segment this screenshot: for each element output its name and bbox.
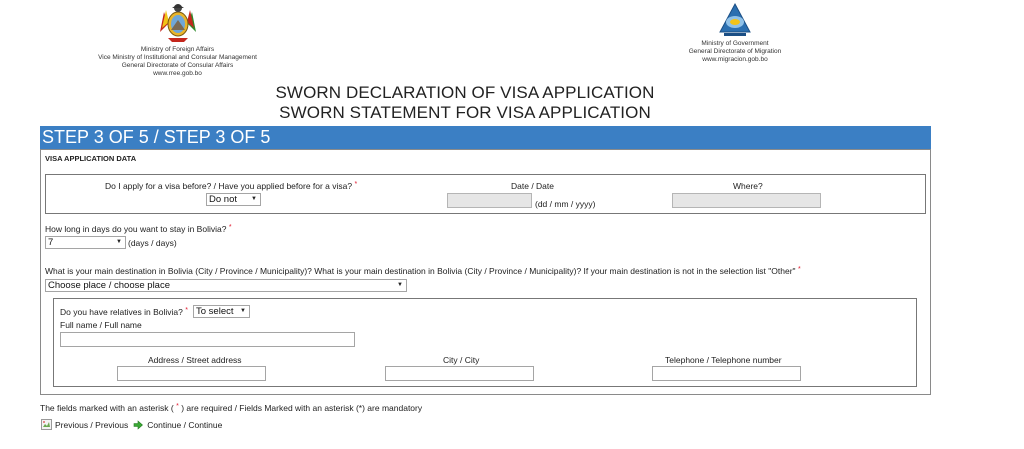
- stay-duration-question: [45, 224, 232, 234]
- chevron-down-icon: ▼: [116, 239, 122, 245]
- page-title: SWORN DECLARATION OF VISA APPLICATION: [275, 83, 655, 102]
- prior-visa-question: [105, 181, 357, 191]
- prior-visa-question-text: Do I apply for a visa before? / Have you applied before for a visa?: [105, 181, 353, 191]
- prior-visa-select-value: Do not: [209, 194, 237, 205]
- previous-link[interactable]: Previous / Previous: [55, 419, 129, 430]
- left-org-website: www.rree.gob.bo: [153, 70, 202, 77]
- stay-duration-select[interactable]: [45, 236, 126, 249]
- relatives-select[interactable]: [193, 305, 250, 318]
- left-org-line-2: Vice Ministry of Institutional and Consular Management: [98, 54, 257, 61]
- telephone-field[interactable]: [652, 366, 801, 381]
- destination-select-value: Choose place / choose place: [48, 280, 170, 291]
- address-label: Address / Street address: [148, 355, 242, 365]
- destination-select[interactable]: [45, 279, 407, 292]
- relatives-question: [60, 307, 188, 317]
- chevron-down-icon: ▼: [251, 196, 257, 202]
- telephone-label: Telephone / Telephone number: [665, 355, 782, 365]
- required-fields-note: [40, 403, 422, 413]
- foreign-affairs-header: [85, 2, 270, 78]
- right-org-line-1: Ministry of Government: [701, 40, 769, 47]
- city-label: City / City: [443, 355, 480, 365]
- required-asterisk: *: [797, 266, 801, 273]
- green-arrow-right-icon[interactable]: [133, 420, 143, 430]
- section-heading: VISA APPLICATION DATA: [45, 154, 137, 163]
- required-asterisk: *: [176, 403, 179, 410]
- required-asterisk: *: [185, 307, 188, 314]
- full-name-label: Full name / Full name: [60, 320, 142, 330]
- prior-visa-where-label: Where?: [733, 181, 763, 191]
- step-indicator-bar: STEP 3 OF 5 / STEP 3 OF 5: [40, 126, 931, 149]
- destination-question: [45, 266, 801, 276]
- bolivia-coat-of-arms-icon: [158, 2, 198, 44]
- page-subtitle: SWORN STATEMENT FOR VISA APPLICATION: [279, 103, 651, 122]
- chevron-down-icon: ▼: [397, 282, 403, 288]
- right-org-website: www.migracion.gob.bo: [702, 56, 768, 63]
- continue-link[interactable]: Continue / Continue: [147, 419, 223, 430]
- left-org-line-3: General Directorate of Consular Affairs: [121, 62, 234, 69]
- left-org-line-1: Ministry of Foreign Affairs: [140, 46, 215, 53]
- right-org-line-2: General Directorate of Migration: [688, 48, 782, 55]
- note-prefix: The fields marked with an asterisk (: [40, 403, 174, 413]
- chevron-down-icon: ▼: [240, 308, 246, 314]
- stay-duration-select-value: 7: [48, 237, 54, 248]
- prior-visa-date-format: (dd / mm / yyyy): [535, 199, 596, 209]
- migration-header: [680, 2, 790, 64]
- step-navigation: [41, 419, 222, 430]
- prior-visa-date-field[interactable]: [447, 193, 532, 208]
- prior-visa-date-label: Date / Date: [511, 181, 554, 191]
- required-asterisk: *: [354, 181, 358, 188]
- relatives-select-value: To select: [196, 306, 234, 317]
- city-field[interactable]: [385, 366, 534, 381]
- stay-duration-question-text: How long in days do you want to stay in Bolivia?: [45, 224, 227, 234]
- broken-image-icon: [41, 419, 52, 430]
- prior-visa-where-field[interactable]: [672, 193, 821, 208]
- note-suffix: ) are required / Fields Marked with an asterisk (*) are mandatory: [181, 403, 423, 413]
- full-name-field[interactable]: [60, 332, 355, 347]
- address-field[interactable]: [117, 366, 266, 381]
- destination-question-text: What is your main destination in Bolivia (City / Province / Municipality)? What is your main destination in Bolivia (City / Province / Municipality)? If your main destination is not in the selection list "Other": [45, 266, 796, 276]
- stay-duration-unit: (days / days): [128, 238, 177, 248]
- prior-visa-select[interactable]: [206, 193, 261, 206]
- migration-emblem-icon: [718, 2, 752, 38]
- relatives-question-text: Do you have relatives in Bolivia?: [60, 307, 183, 317]
- required-asterisk: *: [228, 224, 232, 231]
